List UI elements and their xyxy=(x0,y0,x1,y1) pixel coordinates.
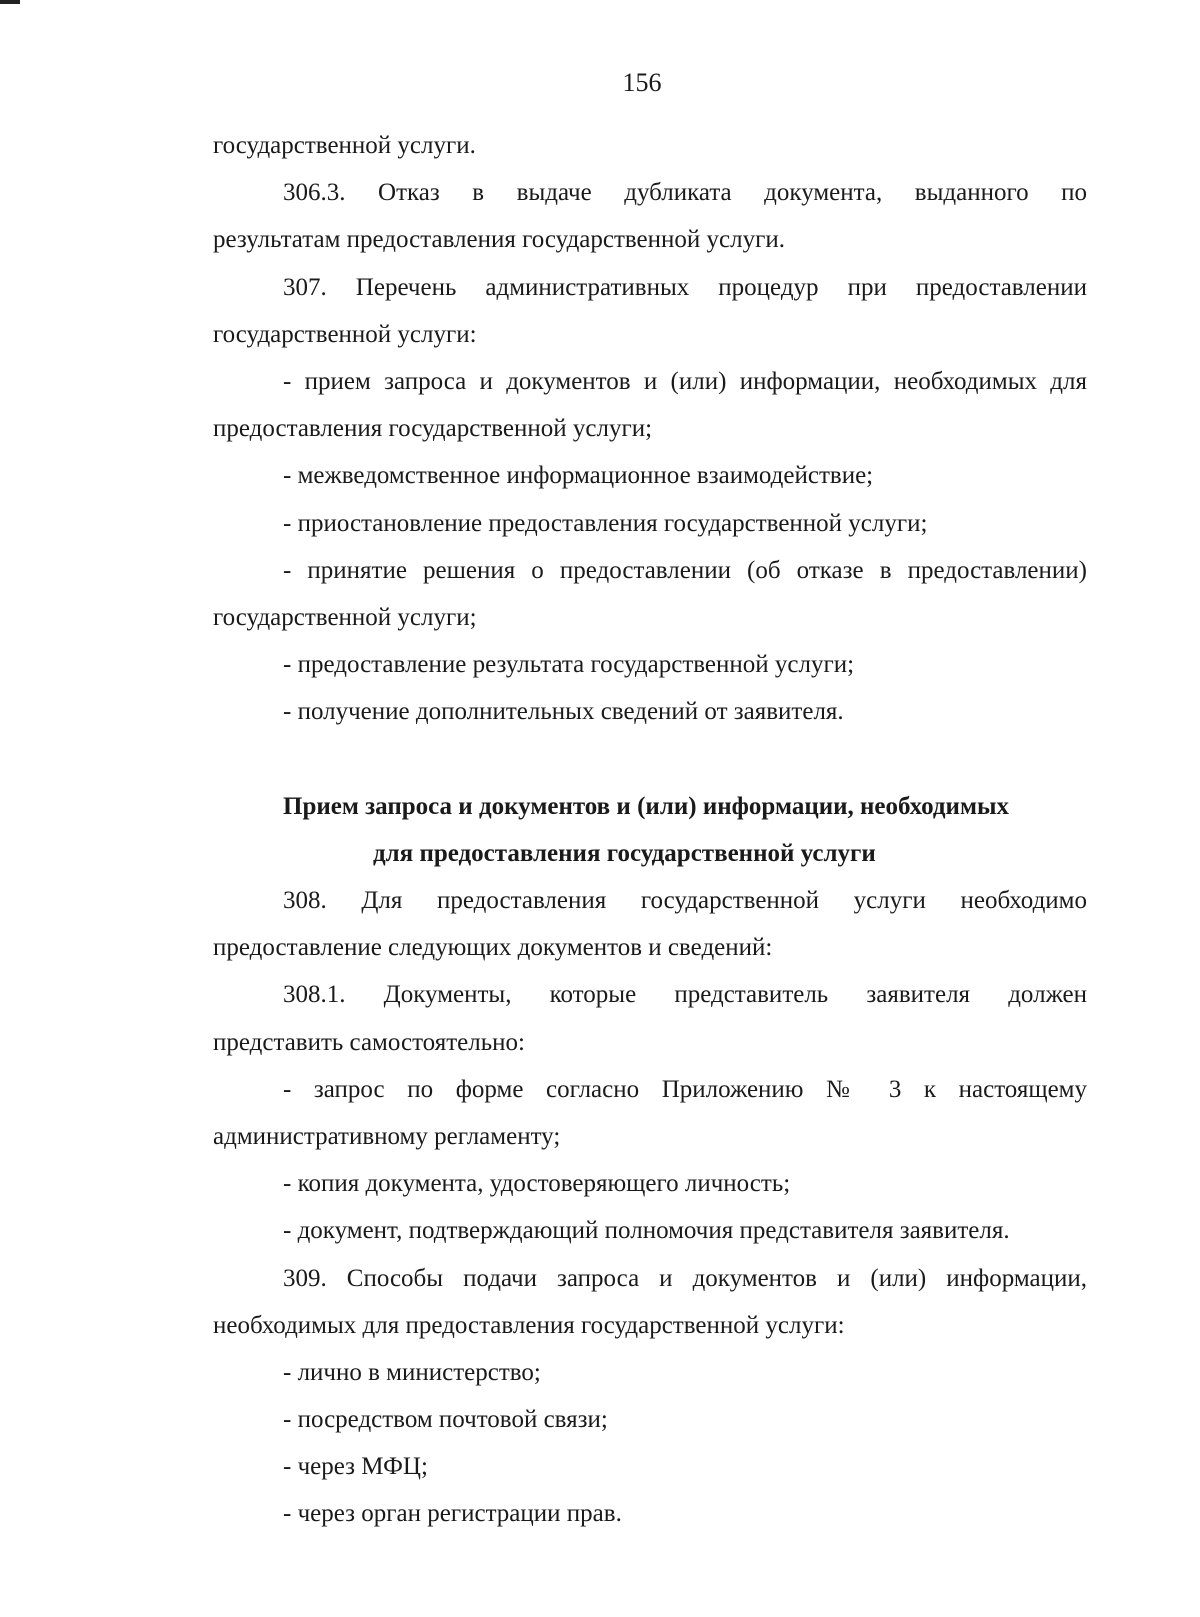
text-line: 307. Перечень административных процедур при предоставлении xyxy=(283,273,1087,301)
text-line: необходимых для предоставления государственной услуги: xyxy=(213,1311,845,1339)
text-line: представить самостоятельно: xyxy=(213,1028,525,1056)
paragraphs-block-1 xyxy=(213,122,1087,735)
section-heading-line-2: для предоставления государственной услуги xyxy=(373,839,876,867)
text-line: - копия документа, удостоверяющего личность; xyxy=(283,1170,791,1198)
text-line: административному регламенту; xyxy=(213,1122,561,1150)
text-line: государственной услуги: xyxy=(213,320,477,348)
text-line: - принятие решения о предоставлении (об отказе в предоставлении) xyxy=(283,556,1087,584)
text-line: - межведомственное информационное взаимодействие; xyxy=(283,462,874,490)
text-line: предоставления государственной услуги; xyxy=(213,415,653,443)
text-line: предоставление следующих документов и сведений: xyxy=(213,934,773,962)
scan-corner-mark xyxy=(0,0,20,4)
text-line: - предоставление результата государственной услуги; xyxy=(283,651,855,679)
text-line: 306.3. Отказ в выдаче дубликата документа, выданного по xyxy=(283,179,1087,207)
text-line: государственной услуги; xyxy=(213,603,477,631)
text-line: - приостановление предоставления государственной услуги; xyxy=(283,509,928,537)
page-number: 156 xyxy=(622,68,662,97)
text-line: 308.1. Документы, которые представитель заявителя должен xyxy=(283,981,1087,1009)
section-gap xyxy=(213,735,1087,782)
text-line: результатам предоставления государственной услуги. xyxy=(213,226,785,254)
text-line: - через орган регистрации прав. xyxy=(283,1500,622,1528)
section-heading-line-1: Прием запроса и документов и (или) информации, необходимых xyxy=(283,792,1010,820)
text-line: 308. Для предоставления государственной услуги необходимо xyxy=(283,887,1087,914)
text-line: - документ, подтверждающий полномочия представителя заявителя. xyxy=(283,1217,1010,1245)
text-line: 309. Способы подачи запроса и документов и (или) информации, xyxy=(283,1264,1087,1292)
text-line: - запрос по форме согласно Приложению № 3 к настоящему xyxy=(283,1075,1087,1103)
text-line: - лично в министерство; xyxy=(283,1358,541,1386)
text-line: государственной услуги. xyxy=(213,132,476,159)
document-body xyxy=(213,122,1087,1538)
text-line: - через МФЦ; xyxy=(283,1453,428,1481)
text-line: - прием запроса и документов и (или) информации, необходимых для xyxy=(283,367,1087,395)
paragraphs-block-2 xyxy=(213,877,1087,1538)
text-line: - посредством почтовой связи; xyxy=(283,1406,608,1434)
text-line: - получение дополнительных сведений от заявителя. xyxy=(283,698,844,726)
